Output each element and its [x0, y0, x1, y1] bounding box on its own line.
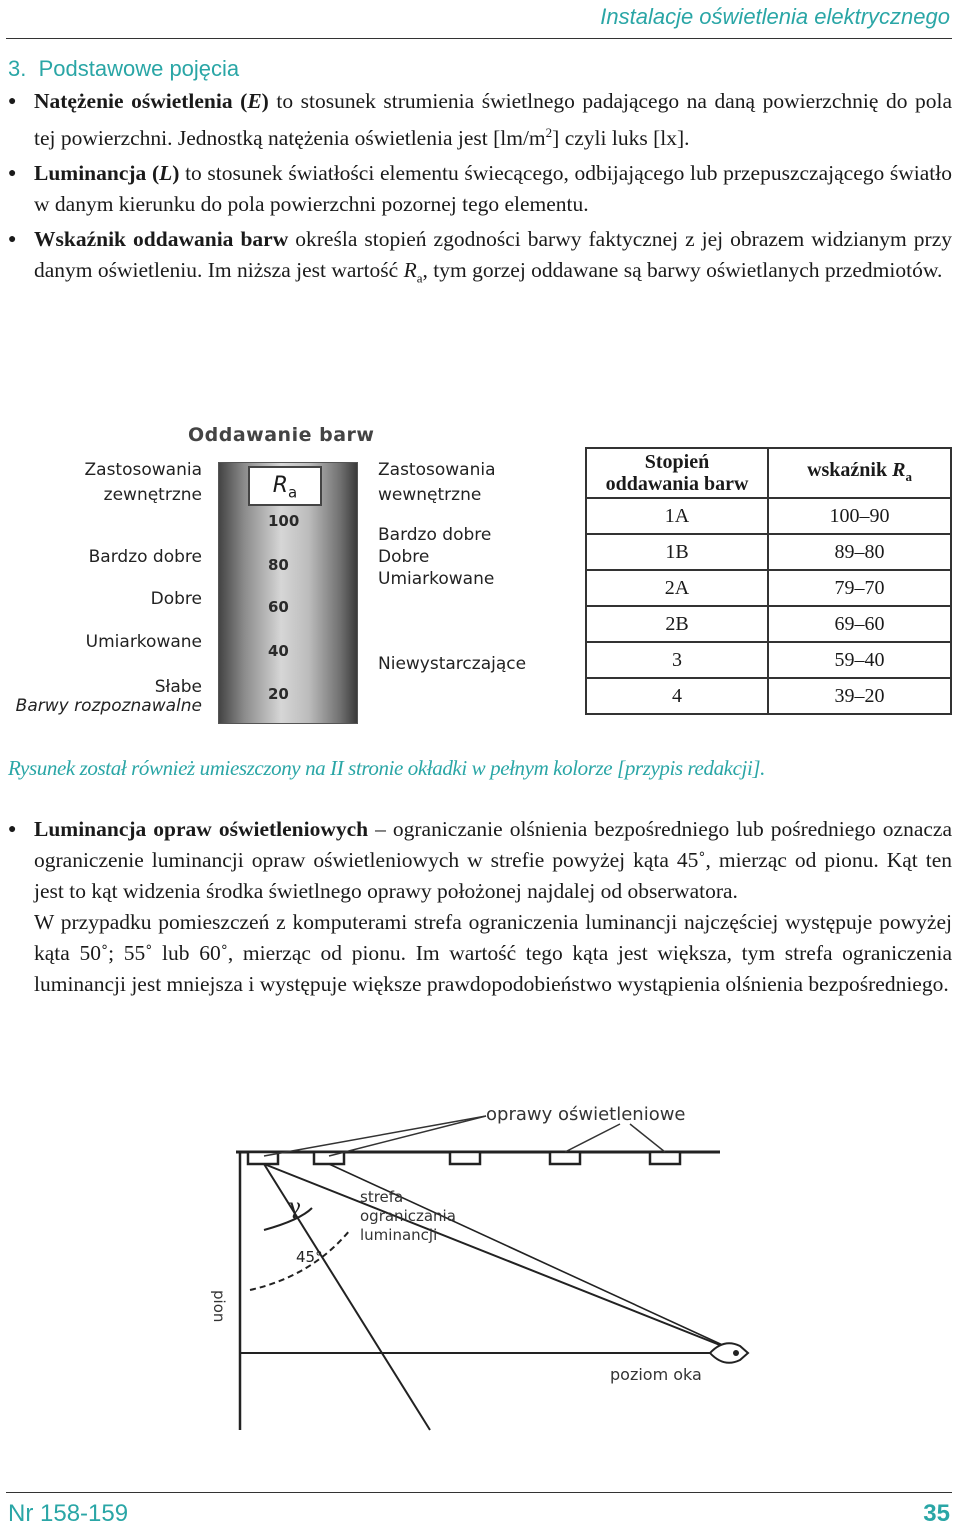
- bullet-icon: ●: [8, 822, 17, 837]
- table-cell: 100–90: [768, 498, 951, 534]
- outdoor-level: Dobre: [150, 589, 202, 609]
- table-row: [586, 498, 951, 534]
- table-cell: 79–70: [768, 570, 951, 606]
- table-cell: 89–80: [768, 534, 951, 570]
- label-zone: ograniczania: [360, 1207, 456, 1225]
- scale-tick: 40: [268, 642, 289, 660]
- luminance-paragraph: W przypadku pomieszczeń z komputerami strefa ograniczenia luminancji najczęściej występuje powyżej kąta 50˚; 55˚ lub 60˚, mierząc od pionu. Im wartość tego kąta jest większa, tym strefa ograniczenia luminancji jest mniejsza i występuje większe prawdopodobieństwo wystąpienia olśnienia bezpośredniego.: [34, 910, 952, 996]
- definition-term: Natężenie oświetlenia (E): [34, 89, 269, 113]
- table-cell: 1B: [586, 534, 768, 570]
- table-header-row: [586, 448, 951, 498]
- table-row: [586, 678, 951, 714]
- scale-tick: 100: [268, 512, 300, 530]
- fixture: [550, 1152, 580, 1164]
- label-vertical: pion: [210, 1290, 228, 1323]
- definition-sup: 2: [545, 125, 553, 140]
- section-title: Podstawowe pojęcia: [38, 56, 240, 81]
- table-row: [586, 570, 951, 606]
- page-number: 35: [923, 1500, 950, 1527]
- table-row: [586, 606, 951, 642]
- bullet-icon: ●: [8, 166, 17, 182]
- label-eye-level: poziom oka: [610, 1365, 702, 1384]
- bullet-icon: ●: [8, 94, 17, 109]
- fixture: [450, 1152, 480, 1164]
- label-fixtures: oprawy oświetleniowe: [486, 1104, 686, 1125]
- symbol-ra: R: [403, 258, 417, 283]
- indoor-bottom: Niewystarczające: [378, 654, 527, 674]
- bullet-icon: ●: [8, 232, 17, 248]
- outdoor-bottom: Barwy rozpoznawalne: [15, 696, 202, 716]
- section-heading: [8, 56, 239, 82]
- table-header-index: wskaźnik $R_a$: [768, 448, 951, 498]
- definition-text-end: ] czyli luks [lx].: [552, 126, 690, 151]
- indoor-level: Umiarkowane: [378, 569, 495, 589]
- table-cell: 69–60: [768, 606, 951, 642]
- table-cell: 4: [586, 678, 768, 714]
- figure-caption: Rysunek został również umieszczony na II stronie okładki w pełnym kolorze [przypis redakcji].: [8, 756, 765, 780]
- symbol-ra-sub: a: [416, 270, 423, 286]
- definitions-list: [8, 86, 952, 293]
- figure-title: Oddawanie barw: [188, 424, 375, 446]
- table-cell: 2B: [586, 606, 768, 642]
- luminance-section: [8, 814, 952, 1000]
- definition-term: Luminancja (L): [34, 161, 180, 186]
- label-gamma: γ: [288, 1195, 302, 1220]
- cri-table: [585, 447, 952, 715]
- ra-scale-label: $R_a$: [248, 466, 322, 506]
- outdoor-level: Umiarkowane: [85, 632, 202, 652]
- definition-luminance: [8, 158, 952, 220]
- table-cell: 3: [586, 642, 768, 678]
- definition-illuminance: [8, 86, 952, 154]
- label-zone: strefa: [360, 1188, 404, 1206]
- definition-text-end: , tym gorzej oddawane są barwy oświetlanych przedmiotów.: [422, 258, 943, 283]
- scale-tick: 20: [268, 685, 289, 703]
- indoor-levels: [378, 524, 494, 590]
- footer-rule: [6, 1492, 952, 1493]
- pointer-line: [630, 1124, 665, 1152]
- pointer-line: [329, 1116, 486, 1156]
- section-number: 3.: [8, 56, 27, 81]
- scale-tick: 60: [268, 598, 289, 616]
- label-angle: 45°: [296, 1248, 323, 1266]
- outdoor-level: Słabe: [154, 677, 202, 697]
- definition-cri: [8, 224, 952, 293]
- footer-issue: Nr 158-159: [8, 1500, 129, 1527]
- scale-tick: 80: [268, 556, 289, 574]
- table-cell: 2A: [586, 570, 768, 606]
- outdoor-heading: Zastosowania zewnętrzne: [84, 460, 202, 505]
- table-cell: 39–20: [768, 678, 951, 714]
- definition-text: to stosunek światłości elementu świecącego, odbijającego lub przepuszczającego światło w danym kierunku do pola powierzchni pozornej tego elementu.: [34, 161, 952, 217]
- indoor-level: Bardzo dobre: [378, 525, 492, 545]
- header-rule: [6, 38, 952, 39]
- outdoor-level: Bardzo dobre: [88, 547, 202, 567]
- fixture: [650, 1152, 680, 1164]
- label-zone: luminancji: [360, 1226, 438, 1244]
- definition-text: to stosunek strumienia świetlnego padającego na daną powierzchnię do pola tej powierzchni. Jednostką natężenia oświetlenia jest [lm/m: [34, 89, 953, 151]
- eye-pupil: [733, 1350, 739, 1356]
- definition-fixture-luminance: [8, 814, 952, 907]
- indoor-heading: Zastosowania wewnętrzne: [378, 460, 496, 505]
- table-row: [586, 534, 951, 570]
- pointer-line: [264, 1116, 486, 1156]
- table-row: [586, 642, 951, 678]
- indoor-level: Dobre: [378, 547, 430, 567]
- definition-text: – ograniczanie olśnienia bezpośredniego lub pośredniego oznacza ograniczenie luminancji opraw oświetleniowych w strefie powyżej kąta 45˚, mierząc od pionu. Kąt ten jest to kąt widzenia środka świetlnego oprawy położonej najdalej od obserwatora.: [34, 817, 952, 903]
- pointer-line: [565, 1124, 620, 1152]
- definition-text: określa stopień zgodności barwy faktycznej z jej obrazem widzianym przy danym oświetleniu. Im niższa jest wartość: [34, 227, 953, 283]
- eye-icon: [710, 1343, 748, 1363]
- header-title: Instalacje oświetlenia elektrycznego: [600, 4, 950, 29]
- definition-term: Wskaźnik oddawania barw: [34, 227, 289, 252]
- definition-term: Luminancja opraw oświetleniowych: [34, 817, 369, 841]
- table-cell: 59–40: [768, 642, 951, 678]
- table-header-grade: Stopień oddawania barw: [586, 448, 768, 498]
- glare-diagram: [200, 1090, 760, 1435]
- table-cell: 1A: [586, 498, 768, 534]
- sight-line: [264, 1164, 740, 1353]
